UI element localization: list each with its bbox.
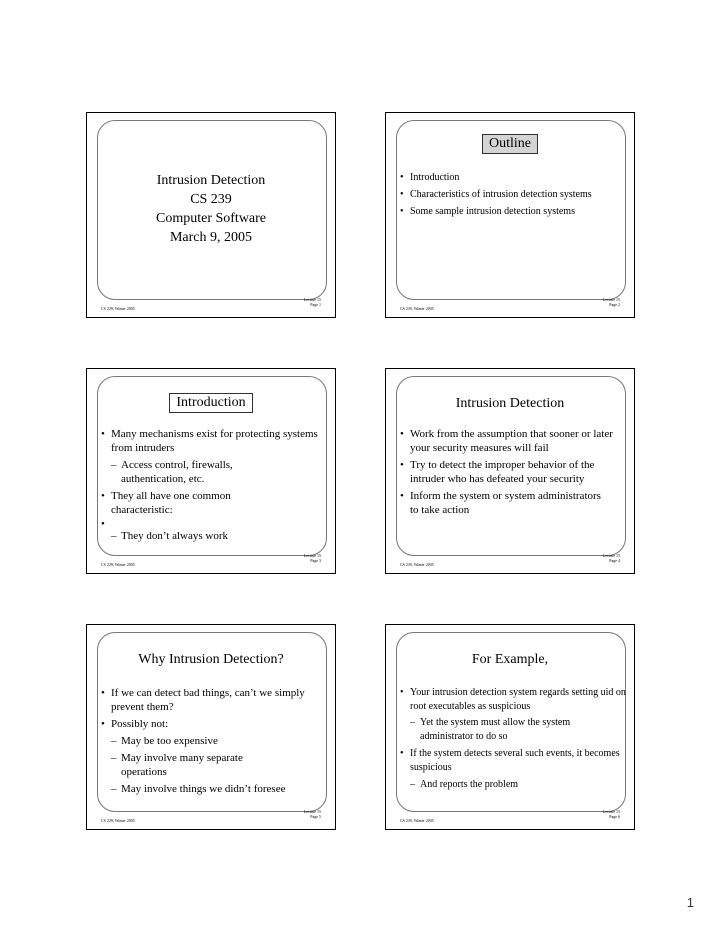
sub-bullet-item: – And reports the problem — [400, 778, 626, 792]
footer-lecture-page — [304, 297, 321, 307]
footer-lecture: Lecture 15 — [303, 297, 321, 302]
bullet-item: • Possibly not: — [101, 717, 327, 731]
bullet-list — [101, 686, 327, 796]
footer-page: Page 3 — [310, 558, 321, 563]
slide-2 — [385, 112, 635, 318]
title-line: Computer Software — [155, 211, 267, 226]
footer-course: CS 239, Winter 2005 — [101, 818, 135, 823]
footer-course: CS 239, Winter 2005 — [101, 306, 135, 311]
footer-lecture-page — [304, 553, 321, 563]
slide-title: Why Intrusion Detection? — [138, 652, 284, 667]
slide-6 — [385, 624, 635, 830]
bullet-item: • Introduction — [400, 171, 626, 184]
slide-title-text: Introduction — [169, 393, 252, 413]
slide-5 — [86, 624, 336, 830]
bullet-item: • Many mechanisms exist for protecting systems from intruders — [101, 427, 321, 455]
footer-lecture: Lecture 15 — [602, 297, 620, 302]
footer-course: CS 239, Winter 2005 — [400, 562, 434, 567]
footer-lecture-page — [603, 809, 620, 819]
slide-4 — [385, 368, 635, 574]
bullet-item: • They all have one common characteristic: — [101, 489, 281, 517]
document-page-number: 1 — [686, 895, 694, 910]
title-block — [97, 171, 325, 247]
bullet-item: • If the system detects several such events, it becomes suspicious — [400, 747, 635, 775]
footer-course: CS 239, Winter 2005 — [400, 818, 434, 823]
title-line: March 9, 2005 — [169, 230, 253, 245]
bullet-list — [101, 427, 327, 543]
sub-bullet-item: – May be too expensive — [101, 734, 327, 748]
slide-1 — [86, 112, 336, 318]
sub-bullet-item: – They don’t always work — [101, 529, 327, 543]
slide-title: For Example, — [471, 652, 549, 667]
bullet-item: • Inform the system or system administrators to take action — [400, 489, 610, 517]
footer-page: Page 6 — [609, 814, 620, 819]
bullet-item: • Some sample intrusion detection systems — [400, 205, 600, 218]
slide-title — [87, 393, 335, 413]
slide-title — [386, 134, 634, 154]
title-line: Intrusion Detection — [156, 173, 266, 188]
sub-bullet-item: – Access control, firewalls, authentication, etc. — [101, 458, 291, 486]
footer-page: Page 4 — [609, 558, 620, 563]
footer-lecture: Lecture 15 — [602, 553, 620, 558]
footer-lecture-page — [603, 297, 620, 307]
bullet-item: • Characteristics of intrusion detection systems — [400, 188, 620, 201]
footer-lecture: Lecture 15 — [602, 809, 620, 814]
footer-page: Page 5 — [310, 814, 321, 819]
footer-course: CS 239, Winter 2005 — [400, 306, 434, 311]
footer-course: CS 239, Winter 2005 — [101, 562, 135, 567]
bullet-list — [400, 427, 626, 517]
footer-lecture-page — [603, 553, 620, 563]
footer-page: Page 2 — [609, 302, 620, 307]
spacer — [101, 517, 327, 525]
footer-lecture-page — [304, 809, 321, 819]
footer-lecture: Lecture 15 — [303, 553, 321, 558]
sub-bullet-item: – May involve things we didn’t foresee — [101, 782, 327, 796]
footer-lecture: Lecture 15 — [303, 809, 321, 814]
title-line: CS 239 — [190, 192, 232, 207]
footer-page: Page 1 — [310, 302, 321, 307]
bullet-item: • Work from the assumption that sooner or later your security measures will fail — [400, 427, 630, 455]
sub-bullet-item: – Yet the system must allow the system administrator to do so — [400, 716, 620, 744]
bullet-list — [400, 686, 626, 792]
slide-title: Intrusion Detection — [455, 396, 565, 411]
slide-title-text: Outline — [482, 134, 538, 154]
sub-bullet-item: – May involve many separate operations — [101, 751, 291, 779]
bullet-item: • If we can detect bad things, can’t we simply prevent them? — [101, 686, 321, 714]
slide-3 — [86, 368, 336, 574]
bullet-item: • Try to detect the improper behavior of the intruder who has defeated your security — [400, 458, 630, 486]
bullet-list — [400, 171, 626, 218]
bullet-item: • Your intrusion detection system regards setting uid on root executables as suspicious — [400, 686, 635, 714]
